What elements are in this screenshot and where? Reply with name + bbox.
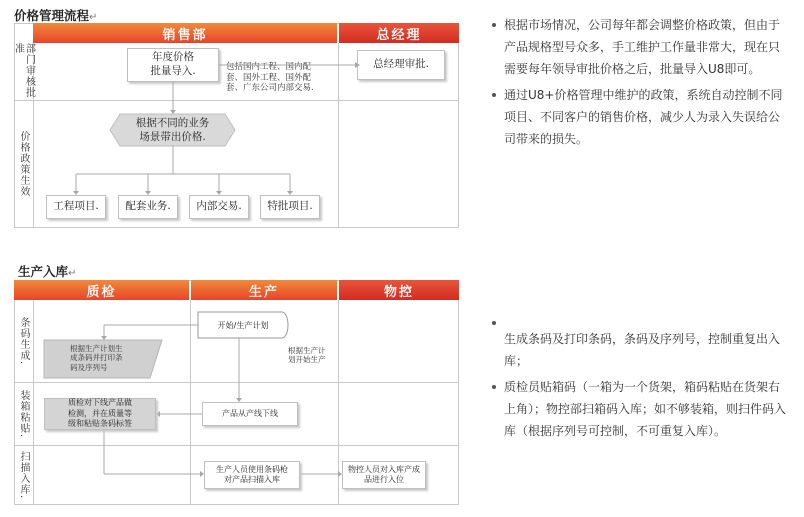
- lane-packing: 装箱粘贴.: [18, 389, 29, 439]
- start-terminator: 开始/生产计划: [217, 320, 269, 330]
- approve-box: 总经理审批.: [357, 50, 445, 80]
- header-sales: 销售部: [33, 23, 337, 43]
- bullet-list-2: [488, 318, 788, 442]
- bullet-item: 质检员贴箱码（一箱为一个货架，箱码粘贴在货架右上角）；物控部扫箱码入库；如不够装箱，则扫件码入库（根据序列号可控制，不可重复入库）。: [488, 376, 788, 442]
- bullet-item: 通过U8+价格管理中维护的政策，系统自动控制不同项目、不同客户的销售价格，减少人为录入失误给公司带来的损失。: [488, 84, 788, 150]
- project-box-supporting: 配套业务.: [118, 195, 178, 219]
- lane-dept-approval: 部门审核批准: [12, 43, 35, 98]
- stock-box: 物控人员对入库产成 品进行入位: [342, 461, 426, 489]
- scenario-box: 根据不同的业务 场景带出价格.: [135, 117, 210, 143]
- section2-title: 生产入库↵: [18, 264, 77, 279]
- print-barcode-box: 根据生产计划生 成条码并打印条 码及序列号: [70, 344, 123, 372]
- import-box: 年度价格 批量导入.: [127, 48, 219, 82]
- production-note: 根据生产计 划开始生产: [288, 346, 326, 365]
- pack-label-box: 质检对下线产品做 检测，并在质量等 级和粘贴条码标签: [44, 398, 156, 430]
- price-note: 包括国内工程、国内配 套、国外工程、国外配 套、广东公司内部交易.: [226, 62, 314, 94]
- header-production: 生产: [191, 280, 337, 300]
- bullet-list-1: [488, 14, 788, 150]
- header-gm: 总经理: [339, 23, 459, 43]
- header-qc: 质检: [14, 280, 189, 300]
- project-box-internal: 内部交易.: [189, 195, 249, 219]
- project-box-special: 特批项目.: [260, 195, 320, 219]
- section1-title: 价格管理流程↵: [14, 8, 98, 23]
- offline-box: 产品从产线下线: [202, 402, 298, 426]
- header-material: 物控: [339, 280, 459, 300]
- lane-price-effective: 价格政策生效: [18, 131, 29, 197]
- project-box-engineering: 工程项目.: [46, 195, 106, 219]
- lane-barcode: 条码生成.: [18, 316, 29, 366]
- bullet-item: 根据市场情况，公司每年都会调整价格政策，但由于产品规格型号众多，手工维护工作量非常大，现在只需要每年领导审批价格之后，批量导入U8即可。: [488, 14, 788, 80]
- scan-box: 生产人员使用条码枪 对产品扫描入库: [204, 461, 300, 489]
- bullet-item: 生成条码及打印条码，条码及序列号，控制重复出入库；: [488, 318, 788, 372]
- lane-scan-in: 扫描入库.: [18, 451, 29, 500]
